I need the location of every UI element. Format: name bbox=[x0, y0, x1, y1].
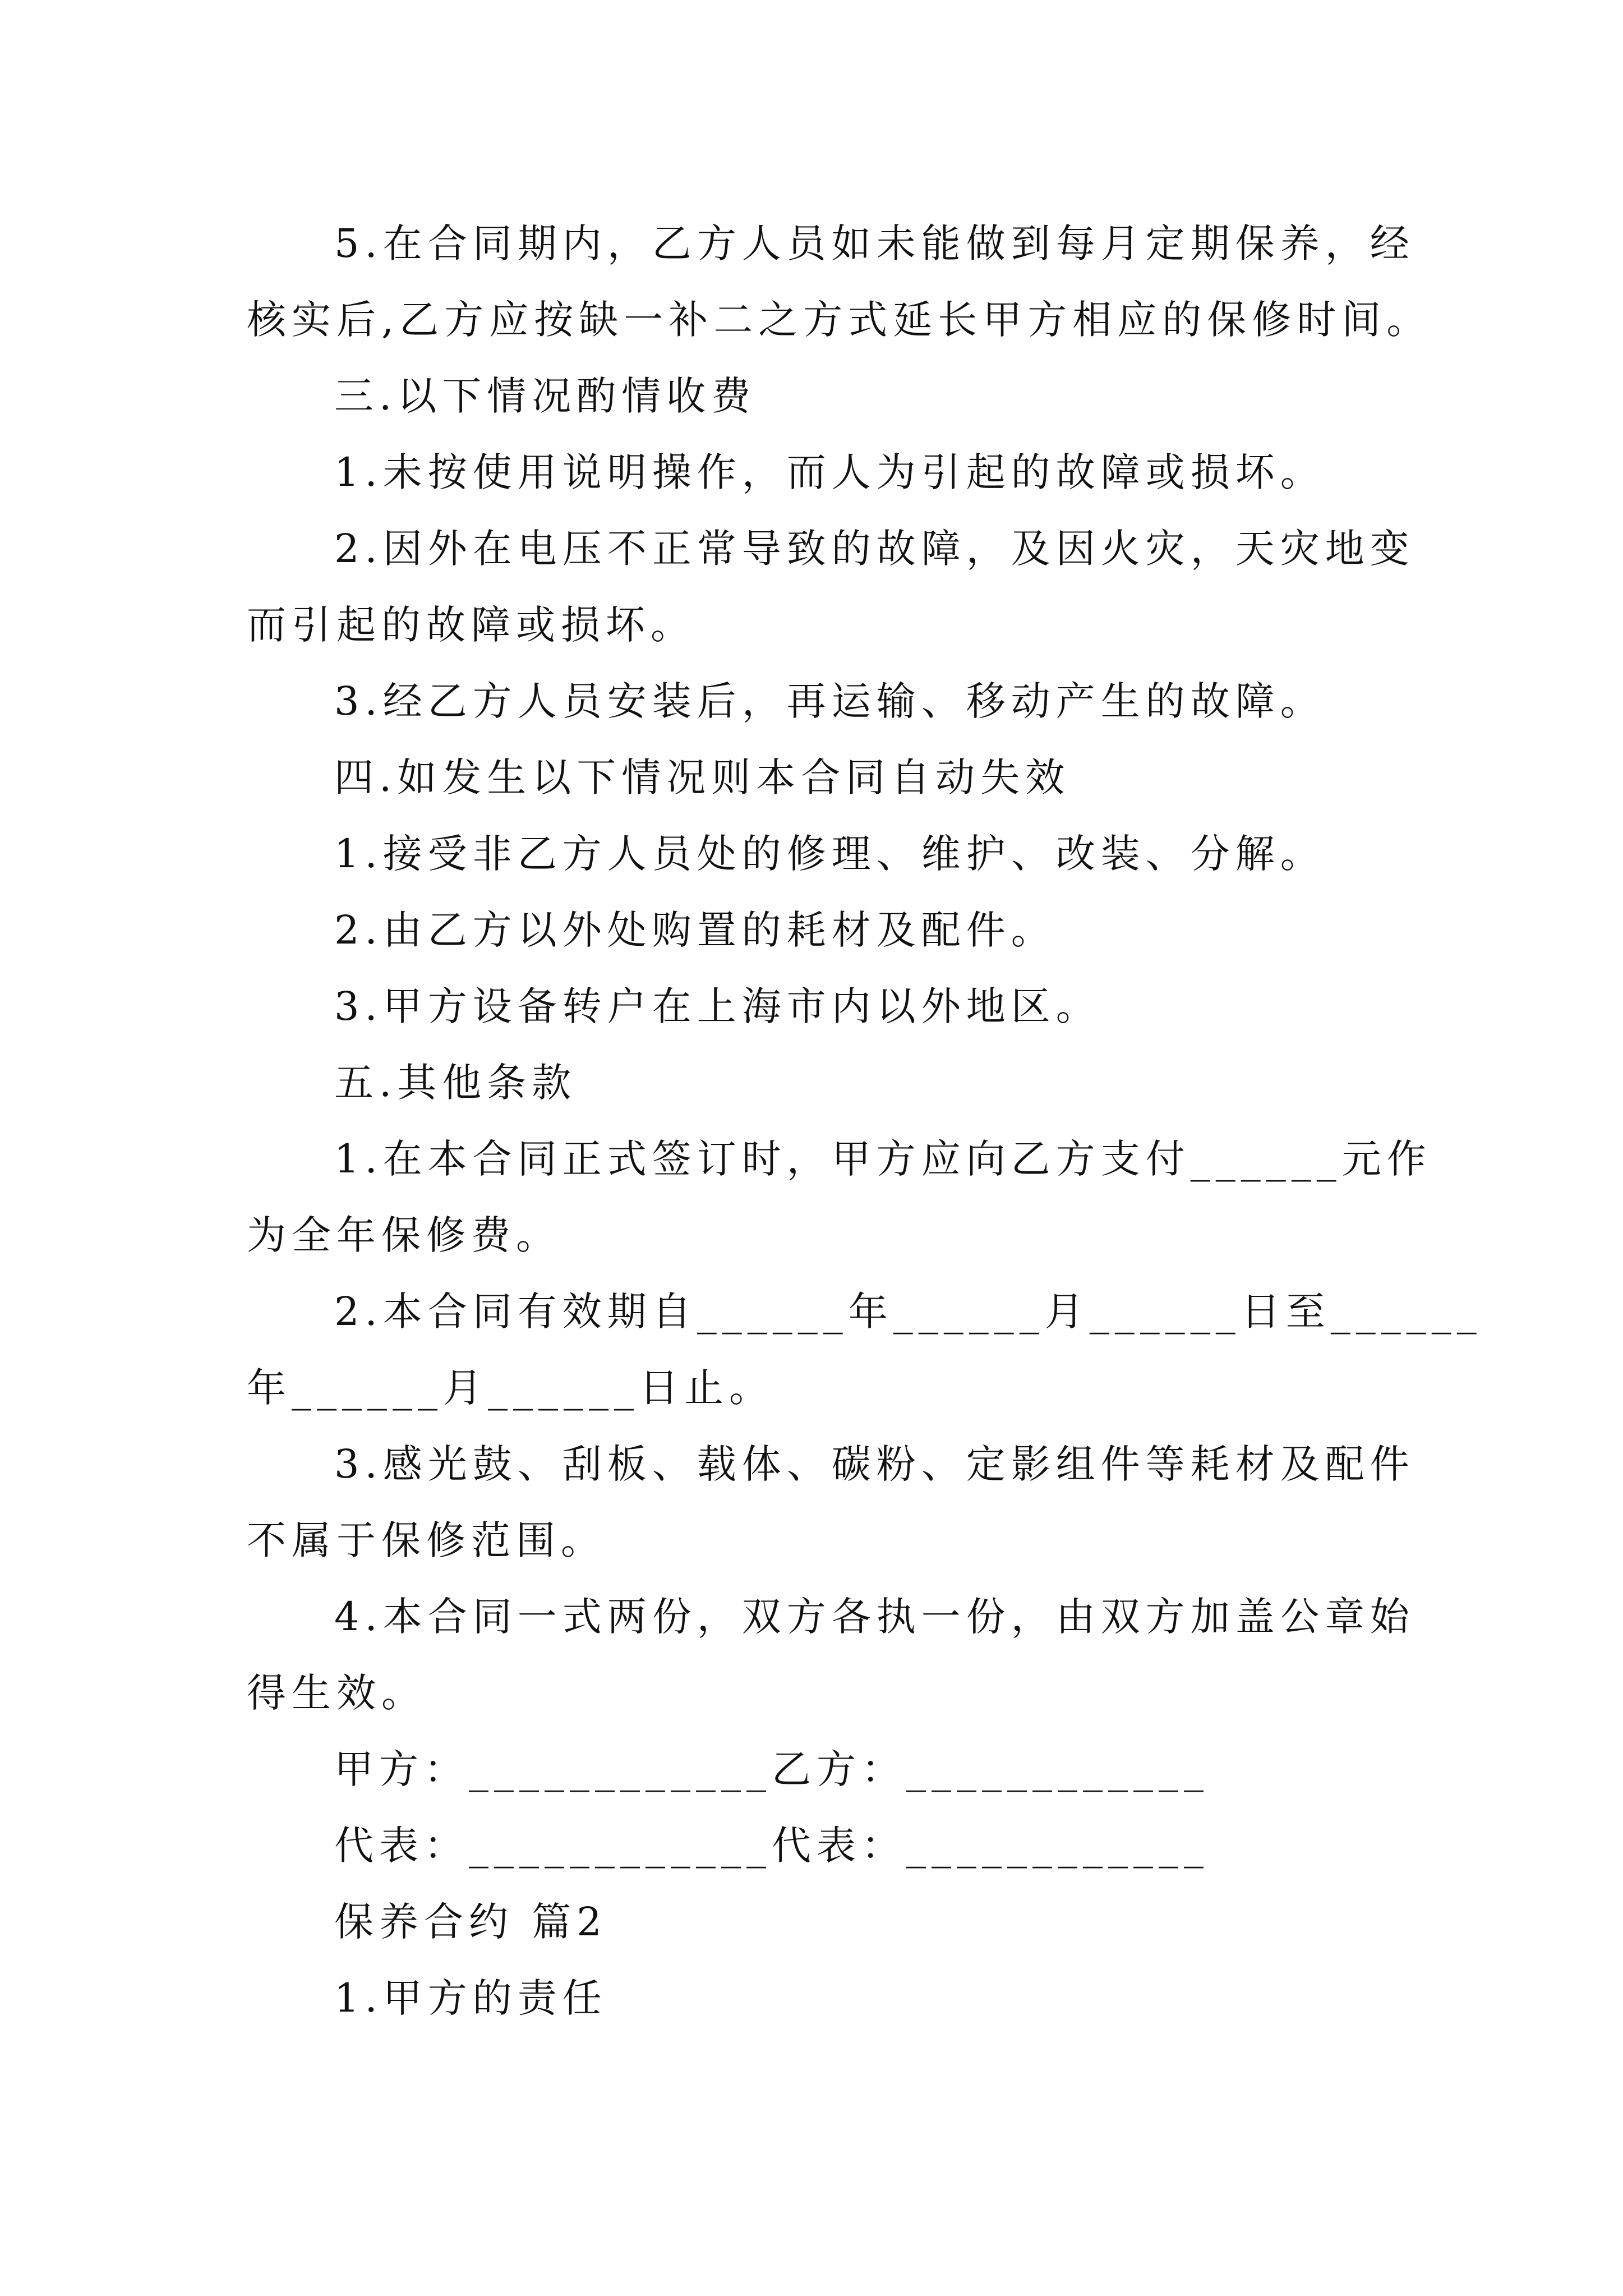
text-line: 2.因外在电压不正常导致的故障，及因火灾，天灾地变 bbox=[334, 526, 1415, 572]
text-line: 3.甲方设备转户在上海市内以外地区。 bbox=[334, 983, 1101, 1029]
section-heading: 四.如发生以下情况则本合同自动失效 bbox=[334, 754, 1071, 800]
text-line: 2.本合同有效期自______年______月______日至______ bbox=[334, 1289, 1482, 1335]
text-line: 得生效。 bbox=[247, 1670, 426, 1716]
text-line: 1.接受非乙方人员处的修理、维护、改装、分解。 bbox=[334, 831, 1325, 877]
text-line: 年______月______日止。 bbox=[247, 1365, 774, 1411]
text-line: 为全年保修费。 bbox=[247, 1212, 561, 1258]
signature-line: 代表：____________代表：____________ bbox=[334, 1823, 1209, 1869]
text-line: 5.在合同期内，乙方人员如未能做到每月定期保养，经 bbox=[334, 220, 1415, 266]
section-heading: 三.以下情况酌情收费 bbox=[334, 373, 757, 419]
text-line: 核实后,乙方应按缺一补二之方式延长甲方相应的保修时间。 bbox=[247, 297, 1432, 343]
signature-line: 甲方：____________乙方：____________ bbox=[334, 1746, 1209, 1792]
text-line: 不属于保修范围。 bbox=[247, 1517, 606, 1563]
text-line: 3.经乙方人员安装后，再运输、移动产生的故障。 bbox=[334, 678, 1325, 724]
text-line: 1.未按使用说明操作，而人为引起的故障或损坏。 bbox=[334, 449, 1325, 495]
section-heading: 保养合约 篇2 bbox=[334, 1899, 607, 1945]
text-line: 4.本合同一式两份，双方各执一份，由双方加盖公章始 bbox=[334, 1594, 1415, 1640]
text-line: 2.由乙方以外处购置的耗材及配件。 bbox=[334, 907, 1056, 953]
text-line: 3.感光鼓、刮板、载体、碳粉、定影组件等耗材及配件 bbox=[334, 1441, 1415, 1487]
text-line: 而引起的故障或损坏。 bbox=[247, 602, 695, 648]
text-line: 1.甲方的责任 bbox=[334, 1975, 607, 2021]
section-heading: 五.其他条款 bbox=[334, 1060, 577, 1106]
text-line: 1.在本合同正式签订时，甲方应向乙方支付______元作 bbox=[334, 1136, 1432, 1182]
